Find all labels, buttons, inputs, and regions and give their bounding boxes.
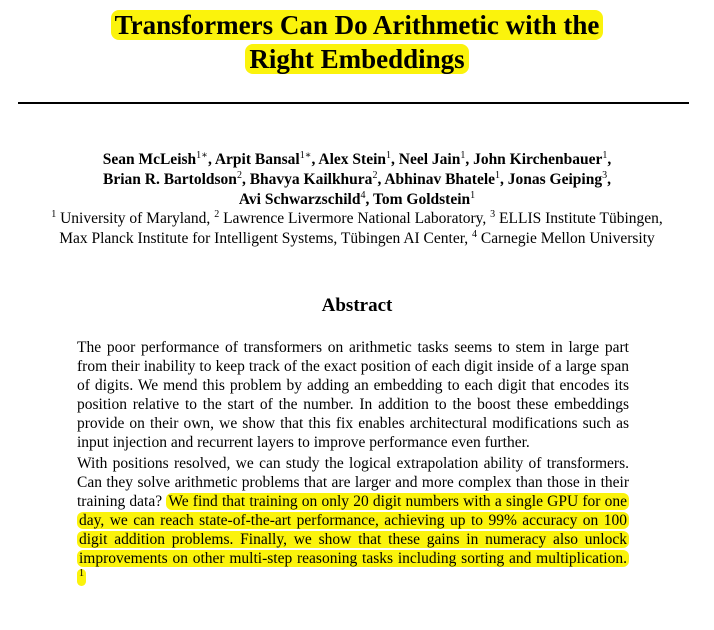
author-mark: 2: [236, 170, 242, 181]
affiliation-line-2: [0, 229, 714, 249]
title-line-2: [0, 42, 714, 76]
footnote-mark: 1: [79, 568, 84, 579]
author-name: Jonas Geiping: [507, 171, 603, 188]
author-mark: 1∗: [299, 150, 312, 161]
author-mark: 4: [360, 190, 366, 201]
affiliations: [0, 209, 714, 249]
author-name: Neel Jain: [398, 151, 461, 168]
title-rule: [18, 102, 689, 104]
abstract-heading: Abstract: [321, 295, 393, 316]
author-name: Alex Stein: [318, 151, 386, 168]
abstract-body: [77, 338, 629, 587]
author-mark: 1: [460, 150, 466, 161]
affiliation-text: Max Planck Institute for Intelligent Systems, Tübingen AI Center,: [59, 230, 469, 247]
author-name: Abhinav Bhatele: [384, 171, 496, 188]
author-name: John Kirchenbauer: [473, 151, 603, 168]
title-highlight-1: Transformers Can Do Arithmetic with the: [111, 10, 604, 40]
title-line-1: [0, 8, 714, 42]
title-highlight-2: Right Embeddings: [245, 44, 468, 74]
affiliation-mark: 2: [214, 209, 220, 220]
affiliation-text: University of Maryland,: [60, 210, 211, 227]
abstract-paragraph-2: [77, 454, 629, 587]
author-name: Brian R. Bartoldson: [103, 171, 237, 188]
author-name: Arpit Bansal: [214, 151, 300, 168]
author-name: Bhavya Kailkhura: [249, 171, 373, 188]
author-name: Avi Schwarzschild: [238, 191, 361, 208]
author-mark: 1: [386, 150, 391, 161]
author-line-3: Avi Schwarzschild$^4$, Tom Goldstein$^1$: [238, 190, 476, 208]
affiliation-mark: 3: [490, 209, 496, 220]
author-mark: 1: [495, 170, 501, 181]
affiliation-text: Lawrence Livermore National Laboratory,: [223, 210, 487, 227]
author-line-1: Sean McLeish$^{1∗}$, Arpit Bansal$^{1∗}$, Alex Stein$^1$, Neel Jain$^1$, John Kirchenbauer$^1$,: [102, 150, 612, 168]
author-mark: 1: [470, 190, 476, 201]
author-mark: 2: [372, 170, 378, 181]
affiliation-text: Carnegie Mellon University: [480, 230, 655, 247]
abstract-highlight-sentence: We find that training on only 20 digit numbers with a single GPU for one day, we can reach state-of-the-art performance, achieving up to 99% accuracy on 100 digit addition problems. Finally, we show that these gains in numeracy also unlock improvements on other multi-step reasoning tasks including sorting and multiplication.: [79, 493, 628, 567]
author-name: Sean McLeish: [102, 151, 197, 168]
author-mark: 1: [602, 150, 608, 161]
affiliation-line-1: [0, 209, 714, 229]
author-mark: 1∗: [196, 150, 208, 161]
affiliation-text: ELLIS Institute Tübingen,: [499, 210, 663, 227]
abstract-paragraph-1: The poor performance of transformers on arithmetic tasks seems to stem in large part from their inability to keep track of the exact position of each digit inside of a large span of digits. We mend this problem by adding an embedding to each digit that encodes its position relative to the start of the number. In addition to the boost these embeddings provide on their own, we show that this fix enables architectural modifications such as input injection and recurrent layers to improve performance even further.: [77, 339, 629, 451]
author-line-2: Brian R. Bartoldson$^2$, Bhavya Kailkhura$^2$, Abhinav Bhatele$^1$, Jonas Geiping$^3$,: [103, 170, 611, 188]
abstract-plain-text: With positions resolved, we can study the logical extrapolation ability of transformers. Can they solve arithmetic problems that are larger and more complex than those in their training data?: [77, 455, 629, 510]
paper-title: [0, 8, 714, 76]
affiliation-mark: 1: [51, 209, 57, 220]
author-list: [0, 150, 714, 210]
author-name: Tom Goldstein: [372, 191, 471, 208]
affiliation-mark: 4: [472, 229, 477, 240]
author-mark: 3: [602, 170, 608, 181]
